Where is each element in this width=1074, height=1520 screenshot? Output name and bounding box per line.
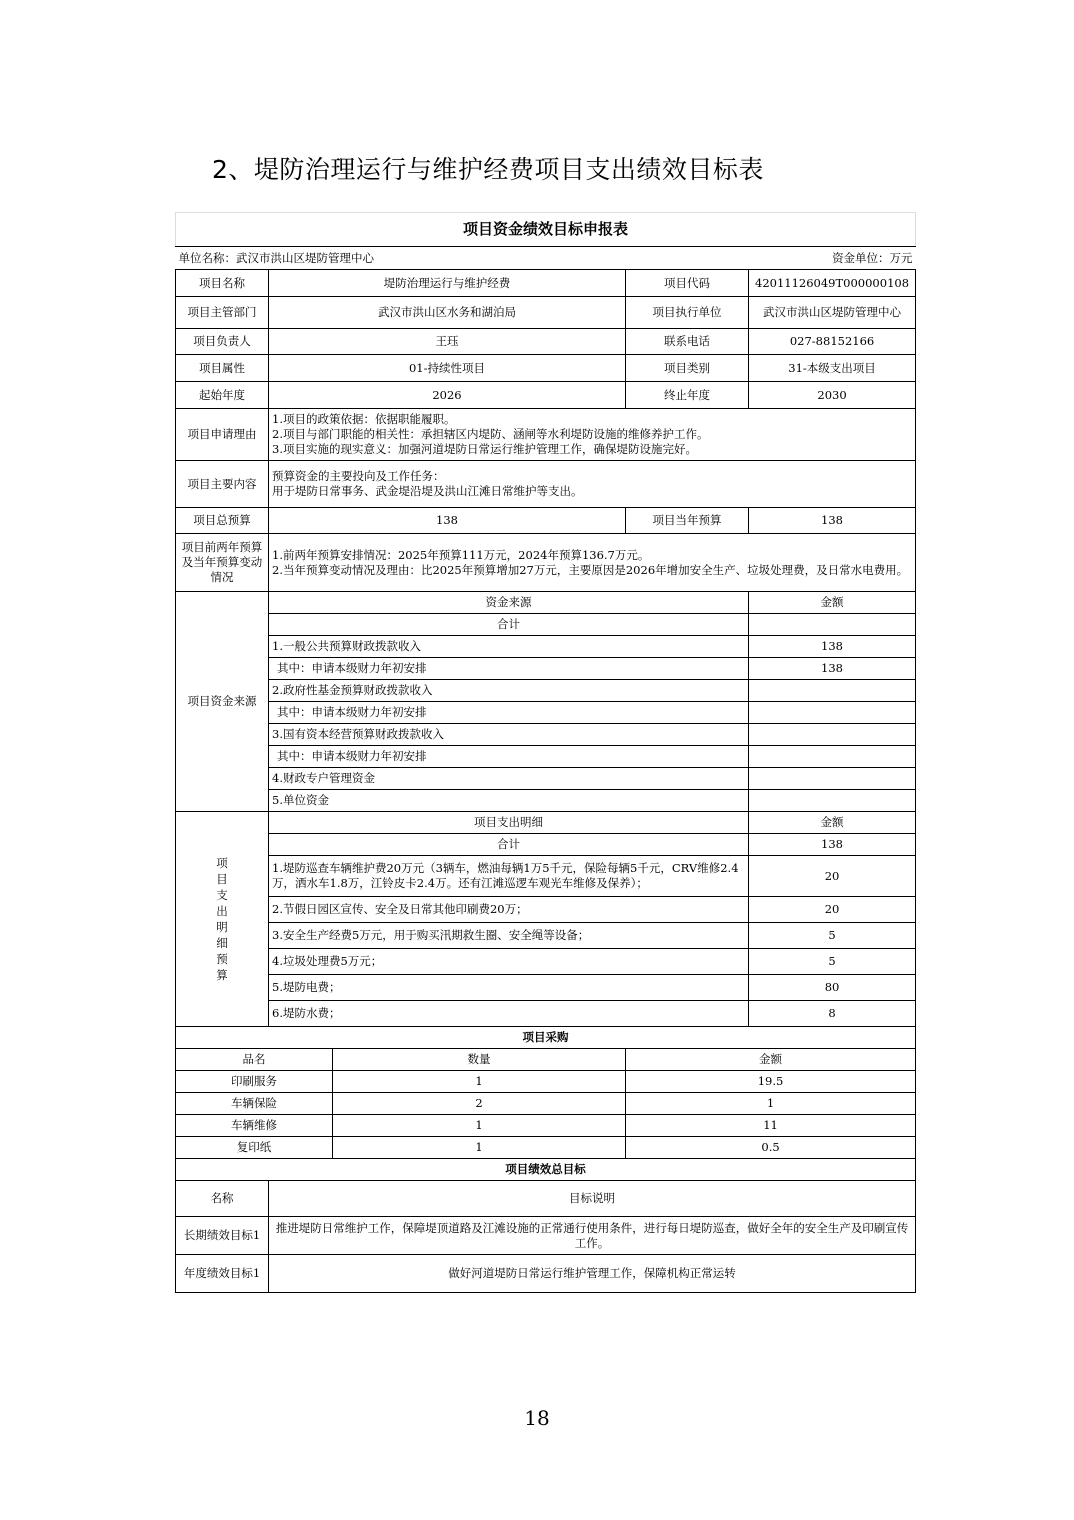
page-heading: 2、堤防治理运行与维护经费项目支出绩效目标表: [212, 155, 764, 184]
prior-text: [269, 534, 916, 592]
goal-name: 长期绩效目标1: [176, 1217, 269, 1255]
procurement-item: 车辆保险: [176, 1093, 333, 1115]
phone: 027-88152166: [749, 329, 916, 355]
expense-row: 4.垃圾处理费5万元；: [269, 949, 749, 975]
goals-col-name: 名称: [176, 1181, 269, 1217]
procurement-title: 项目采购: [176, 1027, 916, 1049]
funding-row: 其中：申请本级财力年初安排: [269, 702, 749, 724]
reason-line: 2.项目与部门职能的相关性：承担辖区内堤防、涵闸等水利堤防设施的维修养护工作。: [272, 427, 709, 441]
reason-line: 3.项目实施的现实意义：加强河道堤防日常运行维护管理工作，确保堤防设施完好。: [272, 442, 697, 456]
leader: 王珏: [269, 329, 626, 355]
funding-row: 5.单位资金: [269, 790, 749, 812]
expense-col-detail: 项目支出明细: [269, 812, 749, 834]
funding-row: 3.国有资本经营预算财政拨款收入: [269, 724, 749, 746]
funding-col-amount: 金额: [749, 592, 916, 614]
expense-total-label: 合计: [269, 834, 749, 856]
procurement-col-amount: 金额: [626, 1049, 916, 1071]
procurement-amount: 11: [626, 1115, 916, 1137]
category: 31-本级支出项目: [749, 355, 916, 382]
unit-name: 单位名称：武汉市洪山区堤防管理中心: [176, 247, 749, 270]
currency-unit: 资金单位：万元: [749, 247, 916, 270]
exec-label: 项目执行单位: [626, 297, 749, 329]
funding-row: 2.政府性基金预算财政拨款收入: [269, 680, 749, 702]
prior-line: 1.前两年预算安排情况：2025年预算111万元，2024年预算136.7万元。: [272, 547, 650, 562]
procurement-qty: 1: [333, 1137, 626, 1159]
procurement-qty: 1: [333, 1071, 626, 1093]
expense-row: 3.安全生产经费5万元，用于购买汛期救生圈、安全绳等设备；: [269, 923, 749, 949]
funding-row: 1.一般公共预算财政拨款收入: [269, 636, 749, 658]
form-title: 项目资金绩效目标申报表: [176, 213, 916, 247]
performance-goal-table: [175, 212, 916, 1293]
dept: 武汉市洪山区水务和湖泊局: [269, 297, 626, 329]
total-budget-label: 项目总预算: [176, 508, 269, 534]
procurement-amount: 1: [626, 1093, 916, 1115]
expense-amount: 20: [749, 856, 916, 897]
goal-desc: 推进堤防日常维护工作，保障堤顶道路及江滩设施的正常通行使用条件，进行每日堤防巡查，做好全年的安全生产及印刷宣传工作。: [269, 1217, 916, 1255]
expense-row: 2.节假日园区宣传、安全及日常其他印刷费20万；: [269, 897, 749, 923]
funding-total-label: 合计: [269, 614, 749, 636]
leader-label: 项目负责人: [176, 329, 269, 355]
current-budget-label: 项目当年预算: [626, 508, 749, 534]
funding-label: 项目资金来源: [176, 592, 269, 812]
goals-col-desc: 目标说明: [269, 1181, 916, 1217]
attr: 01-持续性项目: [269, 355, 626, 382]
funding-col-source: 资金来源: [269, 592, 749, 614]
project-name-label: 项目名称: [176, 270, 269, 297]
expense-total: 138: [749, 834, 916, 856]
end-year: 2030: [749, 382, 916, 409]
end-label: 终止年度: [626, 382, 749, 409]
exec: 武汉市洪山区堤防管理中心: [749, 297, 916, 329]
funding-amount: [749, 724, 916, 746]
total-budget: 138: [269, 508, 626, 534]
goal-name: 年度绩效目标1: [176, 1255, 269, 1293]
procurement-amount: 19.5: [626, 1071, 916, 1093]
dept-label: 项目主管部门: [176, 297, 269, 329]
procurement-item: 车辆维修: [176, 1115, 333, 1137]
category-label: 项目类别: [626, 355, 749, 382]
reason-text: [269, 409, 916, 461]
project-name: 堤防治理运行与维护经费: [269, 270, 626, 297]
funding-amount: [749, 702, 916, 724]
expense-amount: 20: [749, 897, 916, 923]
content-line: 预算资金的主要投向及工作任务：: [272, 469, 445, 483]
expense-label: 项目支出明细预算: [176, 812, 269, 1027]
procurement-item: 印刷服务: [176, 1071, 333, 1093]
procurement-col-item: 品名: [176, 1049, 333, 1071]
expense-row: 1.堤防巡查车辆维护费20万元（3辆车，燃油每辆1万5千元，保险每辆5千元，CRV维修2.4万，洒水车1.8万，江铃皮卡2.4万。还有江滩巡逻车观光车维修及保养）；: [269, 856, 749, 897]
project-code-label: 项目代码: [626, 270, 749, 297]
funding-total: [749, 614, 916, 636]
funding-amount: [749, 680, 916, 702]
prior-line: 2.当年预算变动情况及理由：比2025年预算增加27万元，主要原因是2026年增加安全生产、垃圾处理费，及日常水电费用。: [272, 562, 909, 577]
page-number: 18: [524, 1406, 550, 1430]
goals-title: 项目绩效总目标: [176, 1159, 916, 1181]
prior-label: 项目前两年预算及当年预算变动情况: [176, 534, 269, 592]
funding-amount: 138: [749, 636, 916, 658]
goal-desc: 做好河道堤防日常运行维护管理工作，保障机构正常运转: [269, 1255, 916, 1293]
procurement-amount: 0.5: [626, 1137, 916, 1159]
content-line: 用于堤防日常事务、武金堤沿堤及洪山江滩日常维护等支出。: [272, 484, 583, 498]
expense-row: 6.堤防水费；: [269, 1001, 749, 1027]
procurement-qty: 1: [333, 1115, 626, 1137]
expense-amount: 80: [749, 975, 916, 1001]
expense-amount: 5: [749, 923, 916, 949]
phone-label: 联系电话: [626, 329, 749, 355]
reason-label: 项目申请理由: [176, 409, 269, 461]
start-year: 2026: [269, 382, 626, 409]
attr-label: 项目属性: [176, 355, 269, 382]
current-budget: 138: [749, 508, 916, 534]
funding-amount: [749, 746, 916, 768]
funding-amount: [749, 768, 916, 790]
start-label: 起始年度: [176, 382, 269, 409]
expense-col-amount: 金额: [749, 812, 916, 834]
project-code: 42011126049T000000108: [749, 270, 916, 297]
procurement-col-qty: 数量: [333, 1049, 626, 1071]
funding-amount: 138: [749, 658, 916, 680]
expense-amount: 5: [749, 949, 916, 975]
funding-amount: [749, 790, 916, 812]
reason-line: 1.项目的政策依据：依据职能履职。: [272, 412, 456, 426]
procurement-item: 复印纸: [176, 1137, 333, 1159]
expense-row: 5.堤防电费；: [269, 975, 749, 1001]
funding-row: 其中：申请本级财力年初安排: [269, 746, 749, 768]
expense-amount: 8: [749, 1001, 916, 1027]
procurement-qty: 2: [333, 1093, 626, 1115]
funding-row: 其中：申请本级财力年初安排: [269, 658, 749, 680]
content-label: 项目主要内容: [176, 461, 269, 508]
funding-row: 4.财政专户管理资金: [269, 768, 749, 790]
content-text: [269, 461, 916, 508]
